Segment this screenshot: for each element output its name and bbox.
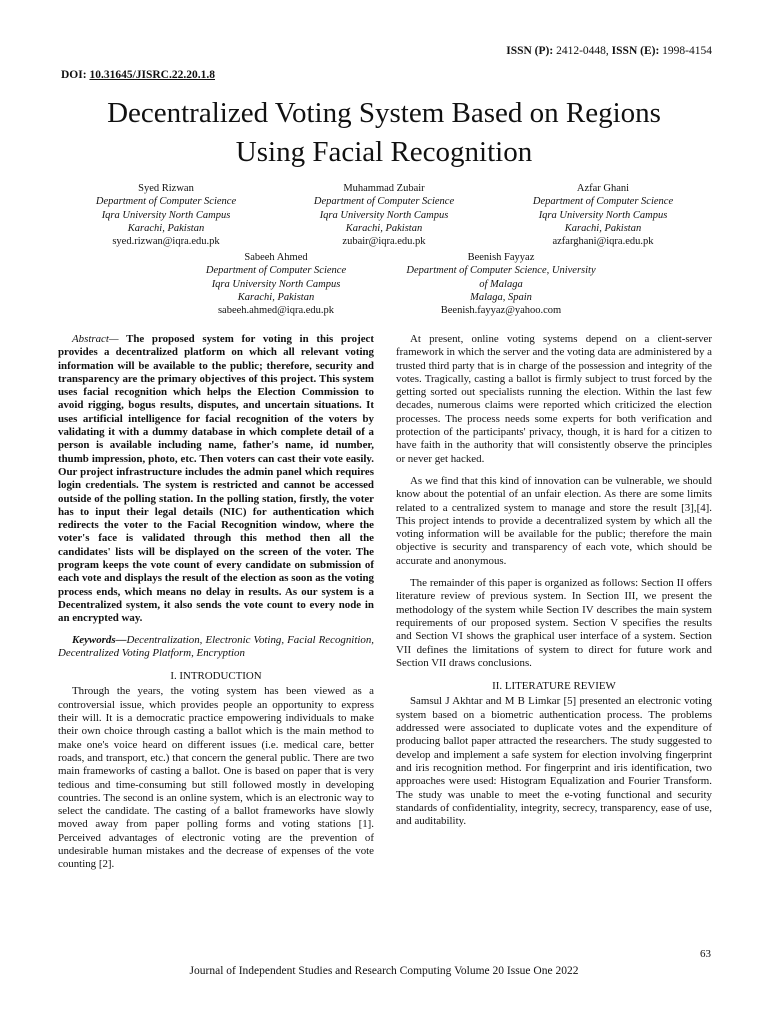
authors-row-2 [56, 251, 716, 321]
doi-label: DOI: [61, 69, 87, 81]
doi-link[interactable]: 10.31645/JISRC.22.20.1.8 [89, 69, 215, 81]
author-block-2 [274, 182, 494, 248]
author-location: Karachi, Pakistan [564, 222, 642, 234]
abstract-text: The proposed system for voting in this project provides a decentralized platform on which all relevant voting information will be available to the public; therefore, security and transparency are the primary objectives of this project. This system uses facial recognition which helps the Election Commission to avoid rigging, bogus results, disputes, and uncertain situations. It uses artificial intelligence for facial recognition of the voters by validating it with a dummy database in which complete detail of a person is available including name, father's name, id number, thumb impression, photo, etc. Then voters can cast their vote easily. Our project infrastructure includes the admin panel which requires login credentials. The system is restricted and cannot be accessed outside of the polling station. In the polling station, firstly, the voter has to input their legal details (NIC) for authentication which redirects the voter to the Facial Recognition window, where the voter's face is validated through this method then all the candidates' lists will be displayed on the screen of the voter. The program keeps the vote count of every candidate on submission of each vote and displays the result of the election as soon as the voting process ends, which means no delay in results. As our system is a Decentralized system, it also sends the vote count to every node in an encrypted way. [58, 333, 374, 625]
author-block-4 [166, 251, 386, 317]
author-email: Beenish.fayyaz@yahoo.com [440, 305, 562, 317]
author-institution: Iqra University North Campus [538, 209, 668, 221]
author-location: Karachi, Pakistan [345, 222, 423, 234]
page-number: 63 [700, 948, 711, 960]
author-department: Department of Computer Science [205, 265, 347, 277]
author-block-5 [386, 251, 616, 317]
issn-e-label: ISSN (E): [611, 45, 660, 57]
author-location: Karachi, Pakistan [127, 222, 205, 234]
author-email: zubair@iqra.edu.pk [342, 236, 426, 248]
author-location: Karachi, Pakistan [237, 291, 315, 303]
body-paragraph-2: As we find that this kind of innovation can be vulnerable, we should know about the potential of an unfair election. As there are some limits related to a centralized system to manage and store the result [3],[4]. This project intends to provide a decentralized system by which all the voting information will be available for the public; therefore the main objective is security and transparency of each vote, which should be accurate and anonymous. [396, 474, 712, 567]
issn-e: 1998-4154 [662, 45, 712, 57]
title-line-2: Using Facial Recognition [235, 136, 533, 168]
author-department: Department of Computer Science [532, 196, 674, 208]
section-heading-literature-review: II. LITERATURE REVIEW [492, 680, 616, 693]
author-block-3 [492, 182, 714, 248]
author-email: sabeeh.ahmed@iqra.edu.pk [217, 305, 335, 317]
right-column [396, 333, 712, 828]
keywords-text: Decentralization, Electronic Voting, Facial Recognition, Decentralized Voting Platform, Encryption [58, 633, 374, 659]
issn-p-label: ISSN (P): [506, 45, 554, 57]
keywords [58, 634, 374, 661]
keywords-label: Keywords— [72, 633, 127, 646]
author-location: Malaga, Spain [470, 291, 532, 303]
introduction-paragraph: Through the years, the voting system has been viewed as a controversial issue, which provides people an opportunity to express their will. It is a democratic practice empowering individuals to make their own choice through casting a ballot which is the main method to make one's voice heard on different issues (i.e. medical care, better roads, and transport, etc.) that concern the general public. There are two main frameworks of casting a ballot. One is based on paper that is very tedious and time-consuming but still followed mostly in developing countries. The second is an online system, which is an electronic way to select the candidate. The casting of a ballot frameworks have slowly moved away from paper polling forms and voting stations [1]. Perceived advantages of electronic voting are the prevention of undesirable human mistakes and the decrease of expenses of the vote counting [2]. [58, 685, 374, 871]
paper-title [40, 94, 728, 172]
author-department: Department of Computer Science, University [406, 265, 596, 277]
author-institution: Iqra University North Campus [101, 209, 231, 221]
doi-line [61, 69, 215, 81]
author-email: syed.rizwan@iqra.edu.pk [112, 236, 220, 248]
author-name: Beenish Fayyaz [467, 252, 535, 263]
author-email: azfarghani@iqra.edu.pk [552, 236, 654, 248]
journal-footer: Journal of Independent Studies and Research Computing Volume 20 Issue One 2022 [189, 965, 579, 977]
author-name: Muhammad Zubair [343, 183, 425, 194]
author-name: Sabeeh Ahmed [244, 252, 308, 263]
authors-row-1 [56, 182, 716, 252]
author-name: Syed Rizwan [138, 183, 194, 194]
author-name: Azfar Ghani [576, 183, 630, 194]
section-heading-introduction: I. INTRODUCTION [170, 670, 262, 683]
author-block-1 [56, 182, 276, 248]
abstract-label: Abstract— [72, 333, 119, 345]
body-paragraph-1: At present, online voting systems depend on a client-server framework in which the server and the voting data are administered by a trusted third party that is in charge of the possession and integrity of the votes. Tragically, casting a ballot is firmly subject to trust forced by the getting sorted out specialists running the election. Within the last few decades, numerous claims were reported which criticized the election processes. The process needs some experts for both verification and protection of the participants' privacy, though, it is hard for a citizen to have faith in the authority that will consistently observe the principles or never get hacked. [396, 333, 712, 465]
author-institution: of Malaga [479, 278, 523, 290]
author-institution: Iqra University North Campus [319, 209, 449, 221]
issn-line [506, 45, 712, 57]
author-department: Department of Computer Science [95, 196, 237, 208]
author-institution: Iqra University North Campus [211, 278, 341, 290]
title-line-1: Decentralized Voting System Based on Regions [107, 97, 661, 129]
author-department: Department of Computer Science [313, 196, 455, 208]
abstract [58, 333, 374, 626]
body-paragraph-3: The remainder of this paper is organized as follows: Section II offers literature review of previous system. In Section III, we present the methodology of the system while Section IV describes the main system requirements of our proposed system. Section V specifies the results and Section VI shows the graphical user interface of a system. Section VII defines the limitations of system to direct for future work and Section VII draws conclusions. [396, 577, 712, 669]
issn-p: 2412-0448, [556, 45, 609, 57]
literature-review-paragraph: Samsul J Akhtar and M B Limkar [5] presented an electronic voting system based on a biometric authentication process. The problems addressed were associated to duplicate votes and the expenditure of producing ballot paper attracted the researchers. The study suggested to develop and implement a safe system for election involving fingerprint and iris recognition method. For fingerprint and iris identification, two approaches were used: Histogram Equalization and Fourier Transform. The study was unable to meet the e-voting functional and security standards of confidentiality, integrity, secrecy, transparency, ease of use, and auditability. [396, 695, 712, 828]
left-column [58, 333, 374, 872]
